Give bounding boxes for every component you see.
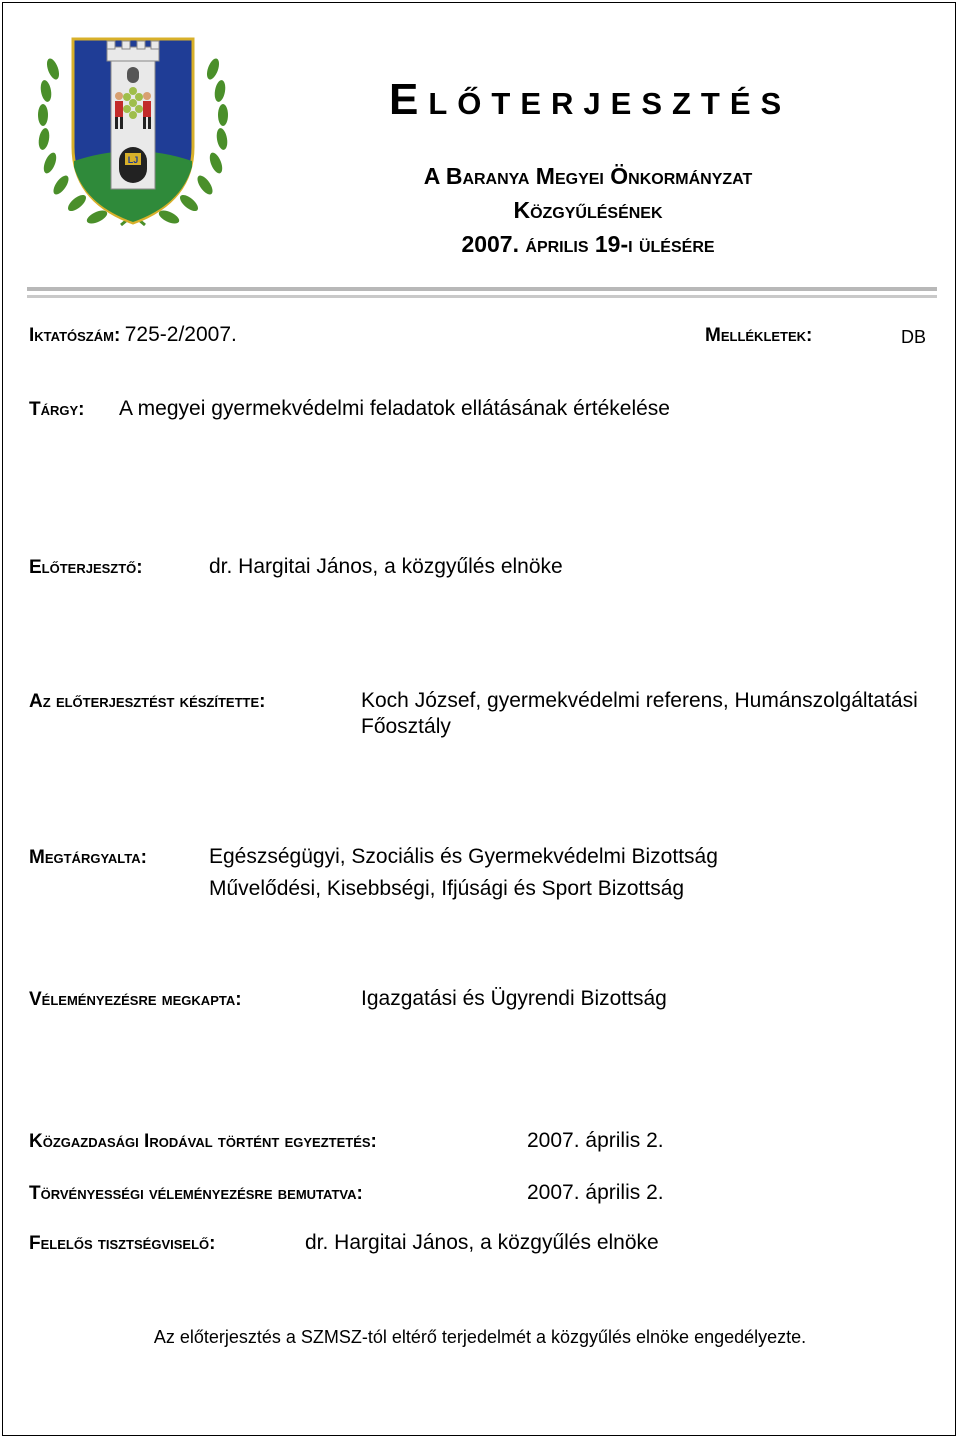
subject-value: A megyei gyermekvédelmi feladatok ellátásának értékelése (119, 397, 670, 420)
registry-label: Iktatószám: (29, 325, 121, 346)
legal-review-label: Törvényességi véleményezésre bemutatva: (29, 1183, 363, 1204)
header-divider-secondary (27, 295, 937, 298)
prepared-by-label: Az előterjesztést készítette: (29, 691, 266, 712)
prepared-by-value-line-2: Főosztály (361, 715, 451, 738)
discussed-by-item: Művelődési, Kisebbségi, Ifjúsági és Sport Bizottság (209, 877, 685, 900)
prepared-by-value-line-1: Koch József, gyermekvédelmi referens, Humánszolgáltatási (361, 689, 918, 712)
registry-row (29, 323, 237, 347)
council-line-2: Közgyűlésének (513, 197, 663, 223)
presenter-value: dr. Hargitai János, a közgyűlés elnöke (209, 555, 563, 578)
discussed-by-item: Egészségügyi, Szociális és Gyermekvédelmi Bizottság (209, 845, 718, 868)
reviewed-by-label: Véleményezésre megkapta: (29, 989, 242, 1010)
council-line-1: A Baranya Megyei Önkormányzat (423, 163, 753, 189)
legal-review-date: 2007. április 2. (527, 1181, 664, 1204)
attachments-value: DB (901, 327, 927, 347)
discussed-by-label: Megtárgyalta: (29, 847, 147, 868)
footer-note: Az előterjesztés a SZMSZ-tól eltérő terjedelmét a közgyűlés elnöke engedélyezte. (153, 1327, 807, 1347)
subject-label: Tárgy: (29, 399, 85, 420)
economic-office-date: 2007. április 2. (527, 1129, 664, 1152)
presenter-label: Előterjesztő: (29, 557, 143, 578)
responsible-official-value: dr. Hargitai János, a közgyűlés elnöke (305, 1231, 659, 1254)
economic-office-label: Közgazdasági Irodával történt egyeztetés: (29, 1131, 377, 1152)
coat-of-arms-icon (31, 29, 235, 239)
reviewed-by-value: Igazgatási és Ügyrendi Bizottság (361, 987, 667, 1010)
attachments-label: Mellékletek: (705, 325, 813, 346)
document-title: Előterjesztés (389, 75, 792, 124)
crest-monogram: LJ (127, 155, 139, 165)
responsible-official-label: Felelős tisztségviselő: (29, 1233, 216, 1254)
header-divider (27, 287, 937, 291)
document-page (2, 2, 956, 1436)
meeting-date: 2007. április 19-i ülésére (461, 231, 715, 257)
registry-value: 725-2/2007. (124, 323, 237, 346)
